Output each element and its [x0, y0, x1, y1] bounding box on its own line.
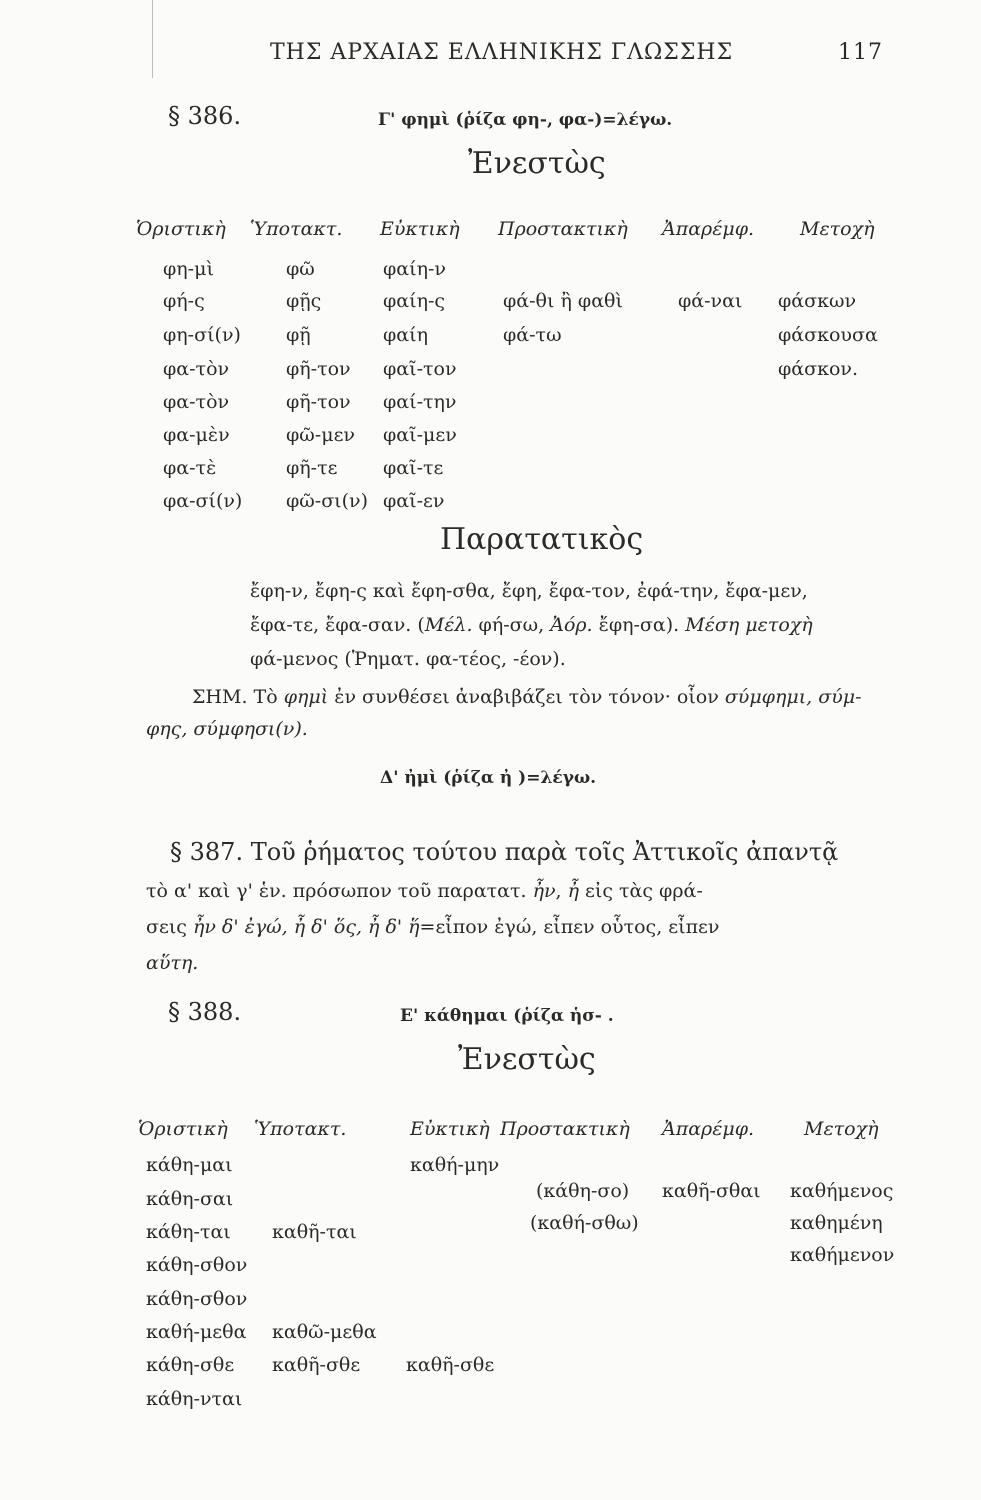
note-line-2: φης, σύμφησι(ν). — [146, 718, 308, 740]
indicative-form: φα-τὲ — [163, 457, 217, 479]
imperative-form: (κάθη-σο) — [536, 1180, 630, 1202]
page-margin-line — [152, 0, 153, 78]
optative-form: καθή-μην — [410, 1154, 500, 1176]
imperfect-title: Παρατατικὸς — [440, 522, 644, 557]
infinitive-form: φά-ναι — [678, 290, 743, 312]
subjunctive-form: φῆ-τον — [286, 391, 351, 413]
optative-form: φαῖ-τε — [383, 457, 444, 479]
optative-form: φαίη-ν — [383, 258, 446, 280]
col-header-imperative: Προστακτικὴ — [498, 218, 628, 240]
indicative-form: καθή-μεθα — [146, 1321, 247, 1343]
subjunctive-form: καθῆ-ται — [272, 1221, 357, 1243]
optative-form: καθῆ-σθε — [406, 1354, 495, 1376]
present-tense-title: Ἐνεστὼς — [468, 146, 606, 181]
indicative-form: φα-τὸν — [163, 358, 230, 380]
optative-form: φαῖ-εν — [383, 490, 445, 512]
section-386-number: § 386. — [168, 102, 242, 130]
imperfect-line-2: ἔφα-τε, ἔφα-σαν. (Μέλ. φή-σω, Ἀόρ. ἔφη-σα). Μέση μετοχὴ — [250, 614, 813, 636]
imperative-form: φά-θι ἢ φαθὶ — [503, 290, 623, 312]
section-386-heading: Γ' φημὶ (ῥίζα φη-, φα-)=λέγω. — [378, 110, 673, 130]
subjunctive-form: φῇς — [286, 290, 322, 312]
participle-form: καθήμενος — [790, 1180, 894, 1202]
imperfect-line-3: φά-μενος (Ῥηματ. φα-τέος, -έον). — [250, 648, 566, 670]
col-header-participle: Μετοχὴ — [800, 218, 875, 240]
indicative-form: κάθη-σθε — [146, 1354, 235, 1376]
subjunctive-form: φῶ-σι(ν) — [286, 490, 369, 512]
section-387-line-2: τὸ α' καὶ γ' ἑν. πρόσωπον τοῦ παρατατ. ἦν, ἦ εἰς τὰς φρά- — [146, 880, 703, 902]
section-387-line-4: αὕτη. — [146, 952, 199, 974]
imperative-form: (καθή-σθω) — [530, 1212, 639, 1234]
running-header-title: ΤΗΣ ΑΡΧΑΙΑΣ ΕΛΛΗΝΙΚΗΣ ΓΛΩΣΣΗΣ — [270, 40, 734, 65]
subjunctive-form: φῆ-τον — [286, 358, 351, 380]
col-header-infinitive: Ἀπαρέμφ. — [662, 218, 755, 240]
col-header-indicative: Ὁριστικὴ — [138, 1118, 228, 1140]
subjunctive-form: καθῶ-μεθα — [272, 1321, 377, 1343]
indicative-form: κάθη-σθον — [146, 1288, 248, 1310]
indicative-form: κάθη-μαι — [146, 1154, 233, 1176]
subjunctive-form: φῇ — [286, 324, 311, 346]
col-header-subjunctive: Ὑποτακτ. — [254, 1118, 347, 1140]
col-header-optative: Εὐκτικὴ — [410, 1118, 490, 1140]
section-387-heading: Δ' ἠμὶ (ῥίζα ἠ )=λέγω. — [380, 768, 597, 788]
participle-form: φάσκων — [778, 290, 857, 312]
indicative-form: φα-τὸν — [163, 391, 230, 413]
section-387-line-1: § 387. Τοῦ ῥήματος τούτου παρὰ τοῖς Ἀττικοῖς ἀπαντᾷ — [170, 838, 839, 866]
section-387-line-3: σεις ἦν δ' ἐγώ, ἦ δ' ὅς, ἦ δ' ἥ=εἶπον ἐγώ, εἶπεν οὗτος, εἶπεν — [146, 916, 720, 938]
subjunctive-form: καθῆ-σθε — [272, 1354, 361, 1376]
present-tense-title-388: Ἐνεστὼς — [458, 1042, 596, 1077]
col-header-imperative: Προστακτικὴ — [500, 1118, 630, 1140]
col-header-subjunctive: Ὑποτακτ. — [250, 218, 343, 240]
indicative-form: φη-μὶ — [163, 258, 214, 280]
indicative-form: κάθη-σαι — [146, 1188, 234, 1210]
participle-form: καθημένη — [790, 1212, 883, 1234]
indicative-form: κάθη-σθον — [146, 1254, 248, 1276]
optative-form: φαί-την — [383, 391, 457, 413]
indicative-form: φα-μὲν — [163, 424, 230, 446]
imperative-form: φά-τω — [503, 324, 562, 346]
section-388-heading: Ε' κάθημαι (ῥίζα ἡσ- . — [400, 1006, 614, 1026]
optative-form: φαίη — [383, 324, 428, 346]
col-header-indicative: Ὁριστικὴ — [136, 218, 226, 240]
optative-form: φαῖ-μεν — [383, 424, 457, 446]
subjunctive-form: φῶ — [286, 258, 315, 280]
indicative-form: κάθη-νται — [146, 1388, 243, 1410]
page-number: 117 — [838, 40, 883, 65]
note-line-1: ΣΗΜ. Τὸ φημὶ ἐν συνθέσει ἀναβιβάζει τὸν τόνον· οἷον σύμφημι, σύμ- — [192, 686, 862, 708]
optative-form: φαίη-ς — [383, 290, 446, 312]
participle-form: καθήμενον — [790, 1244, 895, 1266]
col-header-optative: Εὐκτικὴ — [380, 218, 460, 240]
subjunctive-form: φῶ-μεν — [286, 424, 355, 446]
indicative-form: φή-ς — [163, 290, 205, 312]
participle-form: φάσκουσα — [778, 324, 878, 346]
indicative-form: κάθη-ται — [146, 1221, 231, 1243]
indicative-form: φη-σί(ν) — [163, 324, 241, 346]
col-header-participle: Μετοχὴ — [804, 1118, 879, 1140]
imperfect-line-1: ἔφη-ν, ἔφη-ς καὶ ἔφη-σθα, ἔφη, ἔφα-τον, ἐφά-την, ἔφα-μεν, — [250, 580, 808, 602]
optative-form: φαῖ-τον — [383, 358, 457, 380]
col-header-infinitive: Ἀπαρέμφ. — [662, 1118, 755, 1140]
infinitive-form: καθῆ-σθαι — [662, 1180, 761, 1202]
subjunctive-form: φῆ-τε — [286, 457, 338, 479]
indicative-form: φα-σί(ν) — [163, 490, 243, 512]
section-388-number: § 388. — [168, 998, 242, 1026]
participle-form: φάσκον. — [778, 358, 859, 380]
